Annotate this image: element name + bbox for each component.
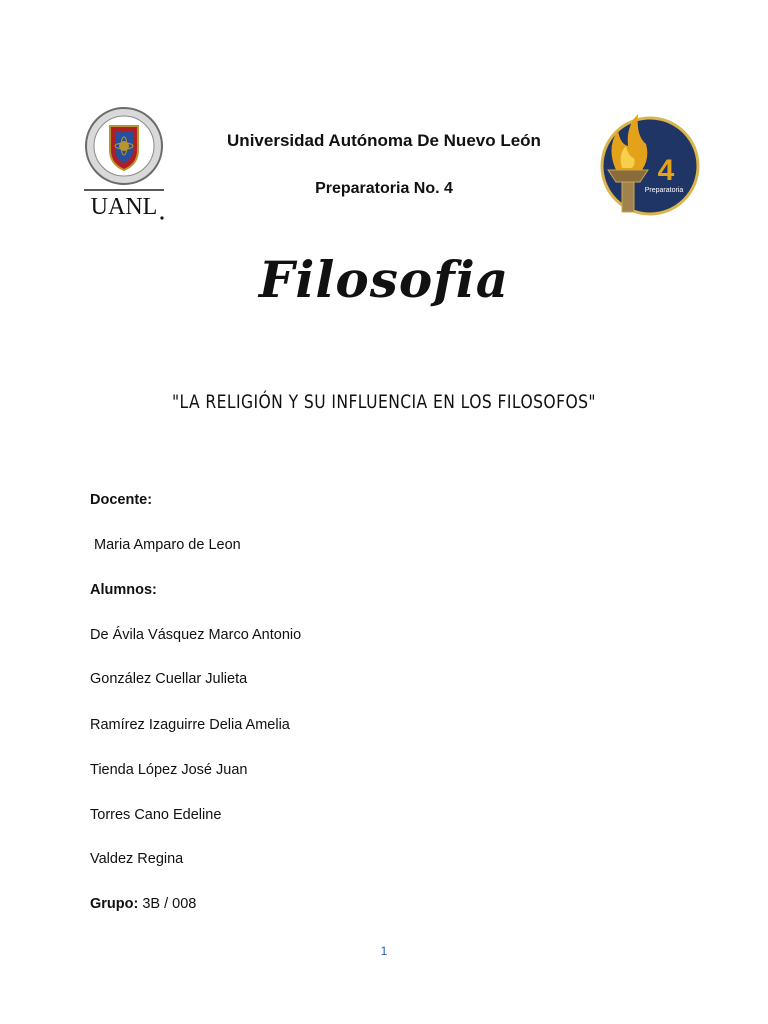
student-name: Torres Cano Edeline <box>90 807 222 823</box>
prepa4-logo <box>592 108 704 220</box>
student-name: Ramírez Izaguirre Delia Amelia <box>90 717 290 733</box>
subject-title: Filosofia <box>258 250 510 309</box>
uanl-logo <box>80 104 168 226</box>
page-number: 1 <box>380 944 388 958</box>
group-value: 3B / 008 <box>142 896 197 912</box>
student-name: Valdez Regina <box>90 851 184 867</box>
uanl-wordmark: UANL <box>90 194 158 220</box>
student-name: González Cuellar Julieta <box>90 671 248 687</box>
essay-title: "LA RELIGIÓN Y SU INFLUENCIA EN LOS FILOSOFOS" <box>171 391 597 413</box>
student-name: Tienda López José Juan <box>90 762 248 778</box>
prepa4-number: 4 <box>657 154 675 187</box>
students-label: Alumnos: <box>90 582 157 598</box>
school-name: Preparatoria No. 4 <box>315 180 453 197</box>
student-name: De Ávila Vásquez Marco Antonio <box>90 627 302 643</box>
prepa4-label: Preparatoria <box>644 187 684 194</box>
teacher-name: Maria Amparo de Leon <box>94 537 241 553</box>
group-label: Grupo: <box>90 896 139 912</box>
teacher-label: Docente: <box>90 492 153 508</box>
group-line <box>90 896 196 912</box>
university-name: Universidad Autónoma De Nuevo León <box>227 131 541 150</box>
